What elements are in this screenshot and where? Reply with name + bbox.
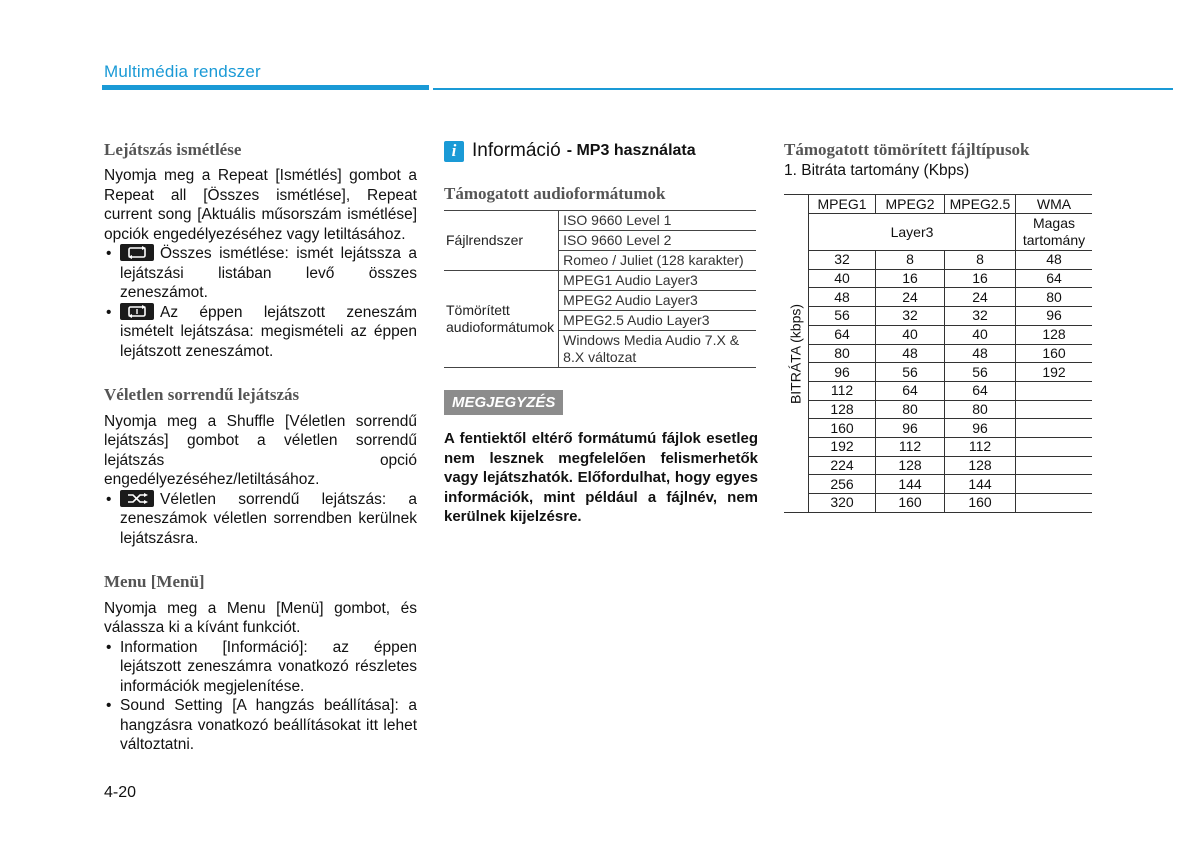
bitrate-cell: 56 bbox=[876, 363, 945, 382]
menu-heading: Menu [Menü] bbox=[104, 572, 205, 592]
bitrate-cell: 144 bbox=[876, 475, 945, 494]
bitrate-cell: 48 bbox=[876, 344, 945, 363]
column-header: MPEG2.5 bbox=[945, 195, 1016, 214]
bitrate-cell: 32 bbox=[945, 307, 1016, 326]
bitrate-cell: 80 bbox=[945, 400, 1016, 419]
bitrate-cell: 56 bbox=[945, 363, 1016, 382]
repeat-all-icon bbox=[120, 244, 154, 261]
bitrate-cell: 192 bbox=[809, 437, 876, 456]
codec-value: MPEG1 Audio Layer3 bbox=[559, 271, 756, 291]
bitrate-cell bbox=[1016, 381, 1093, 400]
bitrate-cell: 128 bbox=[876, 456, 945, 475]
bitrate-cell: 24 bbox=[945, 288, 1016, 307]
layer-label: Layer3 bbox=[809, 214, 1016, 251]
formats-table bbox=[444, 210, 756, 368]
bitrate-cell: 160 bbox=[876, 494, 945, 513]
shuffle-heading: Véletlen sorrendű lejátszás bbox=[104, 385, 300, 405]
formats-heading: Támogatott audioformátumok bbox=[444, 184, 666, 203]
bitrate-cell: 160 bbox=[945, 494, 1016, 513]
bitrate-row bbox=[784, 494, 1092, 513]
filetypes-heading: Támogatott tömörített fájltípusok bbox=[784, 140, 1030, 159]
bitrate-cell: 64 bbox=[809, 325, 876, 344]
bitrate-cell: 8 bbox=[945, 251, 1016, 270]
header-rule bbox=[433, 88, 1173, 90]
column-left bbox=[104, 140, 417, 755]
bitrate-cell: 24 bbox=[876, 288, 945, 307]
bitrate-cell: 80 bbox=[876, 400, 945, 419]
bitrate-cell: 224 bbox=[809, 456, 876, 475]
bitrate-cell: 96 bbox=[945, 419, 1016, 438]
bitrate-axis-cell bbox=[784, 195, 809, 512]
repeat-one-item: • Az éppen lejátszott zeneszám ismételt lejátszása: megismételi az éppen lejátszott zeneszámot. bbox=[106, 303, 417, 360]
note-text: A fentiektől eltérő formátumú fájlok esetleg nem lesznek megfelelően felismerhetők vagy lejátszhatók. Előfordulhat, hogy egyes információk, mint például a fájlnév, nem kerülnek kijelzésre. bbox=[444, 430, 758, 526]
menu-information-item: • Information [Információ]: az éppen lejátszott zeneszámra vonatkozó részletes információk megjelenítése. bbox=[106, 638, 417, 695]
bitrate-row bbox=[784, 344, 1092, 363]
bitrate-row bbox=[784, 325, 1092, 344]
bitrate-cell: 96 bbox=[876, 419, 945, 438]
bitrate-cell bbox=[1016, 400, 1093, 419]
shuffle-item: • Véletlen sorrendű lejátszás: a zeneszámok véletlen sorrendben kerülnek lejátszásra. bbox=[106, 490, 417, 547]
codec-value: MPEG2 Audio Layer3 bbox=[559, 291, 756, 311]
bitrate-cell: 40 bbox=[876, 325, 945, 344]
codec-label: Tömörített audioformátumok bbox=[444, 271, 559, 368]
bitrate-subheading: 1. Bitráta tartomány (Kbps) bbox=[784, 162, 970, 180]
bitrate-axis-label: BITRÁTA (kbps) bbox=[787, 303, 804, 404]
fs-label: Fájlrendszer bbox=[444, 211, 559, 271]
info-title: Információ bbox=[472, 140, 561, 161]
codec-value: MPEG2.5 Audio Layer3 bbox=[559, 311, 756, 331]
bitrate-cell: 160 bbox=[1016, 344, 1093, 363]
repeat-intro: Nyomja meg a Repeat [Ismétlés] gombot a Repeat all [Összes ismétlése], Repeat current song [Aktuális műsorszám ismétlése] opciók engedélyezéséhez vagy letiltásához. bbox=[104, 167, 417, 243]
bitrate-cell: 112 bbox=[945, 437, 1016, 456]
repeat-heading: Lejátszás ismétlése bbox=[104, 140, 242, 159]
bitrate-cell: 144 bbox=[945, 475, 1016, 494]
bitrate-cell: 32 bbox=[876, 307, 945, 326]
menu-information-text: Information [Információ]: az éppen lejátszott zeneszámra vonatkozó részletes információk megjelenítése. bbox=[120, 638, 417, 695]
bitrate-cell: 16 bbox=[945, 269, 1016, 288]
bitrate-cell: 40 bbox=[945, 325, 1016, 344]
bitrate-cell: 80 bbox=[1016, 288, 1093, 307]
bitrate-cell: 32 bbox=[809, 251, 876, 270]
bitrate-cell: 16 bbox=[876, 269, 945, 288]
bitrate-cell: 128 bbox=[1016, 325, 1093, 344]
bitrate-cell: 48 bbox=[1016, 251, 1093, 270]
menu-intro: Nyomja meg a Menu [Menü] gombot, és válassza ki a kívánt funkciót. bbox=[104, 599, 417, 637]
column-header: MPEG1 bbox=[809, 195, 876, 214]
bitrate-row bbox=[784, 381, 1092, 400]
repeat-all-text: Összes ismétlése: ismét lejátssza a lejátszási listában levő összes zeneszámot. bbox=[120, 245, 417, 302]
bitrate-row bbox=[784, 400, 1092, 419]
bitrate-cell: 48 bbox=[945, 344, 1016, 363]
repeat-one-text: Az éppen lejátszott zeneszám ismételt lejátszása: megismételi az éppen lejátszott zeneszámot. bbox=[120, 303, 417, 360]
bitrate-cell bbox=[1016, 456, 1093, 475]
shuffle-text: Véletlen sorrendű lejátszás: a zeneszámok véletlen sorrendben kerülnek lejátszásra. bbox=[120, 490, 417, 547]
bitrate-cell: 64 bbox=[876, 381, 945, 400]
section-title: Multimédia rendszer bbox=[104, 62, 261, 81]
bitrate-cell: 320 bbox=[809, 494, 876, 513]
bitrate-cell: 96 bbox=[809, 363, 876, 382]
note-tag: MEGJEGYZÉS bbox=[444, 390, 563, 415]
bitrate-table bbox=[784, 194, 1092, 512]
repeat-all-item: • Összes ismétlése: ismét lejátssza a lejátszási listában levő összes zeneszámot. bbox=[106, 245, 417, 302]
shuffle-intro: Nyomja meg a Shuffle [Véletlen sorrendű lejátszás] gombot a véletlen sorrendű lejátszás opció engedélyezéséhez/letiltásához. bbox=[104, 412, 417, 489]
bitrate-cell bbox=[1016, 437, 1093, 456]
bitrate-cell bbox=[1016, 419, 1093, 438]
fs-value: ISO 9660 Level 1 bbox=[559, 211, 756, 231]
menu-sound-text: Sound Setting [A hangzás beállítása]: a hangzásra vonatkozó beállításokat itt lehet változtatni. bbox=[120, 697, 417, 754]
info-subtitle: - MP3 használata bbox=[566, 142, 696, 159]
bitrate-cell bbox=[1016, 475, 1093, 494]
bitrate-cell: 96 bbox=[1016, 307, 1093, 326]
bitrate-row bbox=[784, 269, 1092, 288]
info-header bbox=[444, 140, 758, 162]
bitrate-row bbox=[784, 288, 1092, 307]
bitrate-row bbox=[784, 251, 1092, 270]
codec-value: Windows Media Audio 7.X & 8.X változat bbox=[559, 331, 756, 368]
bitrate-cell: 128 bbox=[945, 456, 1016, 475]
bitrate-cell: 112 bbox=[876, 437, 945, 456]
info-icon: i bbox=[444, 141, 464, 162]
bitrate-cell: 64 bbox=[945, 381, 1016, 400]
bitrate-cell: 112 bbox=[809, 381, 876, 400]
header-rule-accent bbox=[102, 85, 429, 90]
column-header: WMA bbox=[1016, 195, 1093, 214]
column-right bbox=[784, 140, 1098, 513]
bitrate-row bbox=[784, 456, 1092, 475]
bitrate-row bbox=[784, 419, 1092, 438]
repeat-one-icon bbox=[120, 303, 154, 320]
column-middle bbox=[444, 140, 758, 527]
bitrate-row bbox=[784, 363, 1092, 382]
bitrate-row bbox=[784, 307, 1092, 326]
bitrate-cell: 64 bbox=[1016, 269, 1093, 288]
bitrate-cell: 192 bbox=[1016, 363, 1093, 382]
bitrate-cell bbox=[1016, 494, 1093, 513]
page-number: 4-20 bbox=[104, 784, 137, 801]
shuffle-icon bbox=[120, 490, 154, 507]
bitrate-cell: 40 bbox=[809, 269, 876, 288]
bitrate-cell: 160 bbox=[809, 419, 876, 438]
bitrate-cell: 256 bbox=[809, 475, 876, 494]
wma-label: Magas tartomány bbox=[1016, 214, 1093, 251]
bitrate-cell: 128 bbox=[809, 400, 876, 419]
column-header: MPEG2 bbox=[876, 195, 945, 214]
bitrate-cell: 48 bbox=[809, 288, 876, 307]
bitrate-cell: 80 bbox=[809, 344, 876, 363]
bitrate-cell: 8 bbox=[876, 251, 945, 270]
bitrate-row bbox=[784, 437, 1092, 456]
fs-value: ISO 9660 Level 2 bbox=[559, 231, 756, 251]
menu-sound-item: • Sound Setting [A hangzás beállítása]: a hangzásra vonatkozó beállításokat itt lehet változtatni. bbox=[106, 697, 417, 754]
fs-value: Romeo / Juliet (128 karakter) bbox=[559, 251, 756, 271]
bitrate-cell: 56 bbox=[809, 307, 876, 326]
bitrate-row bbox=[784, 475, 1092, 494]
